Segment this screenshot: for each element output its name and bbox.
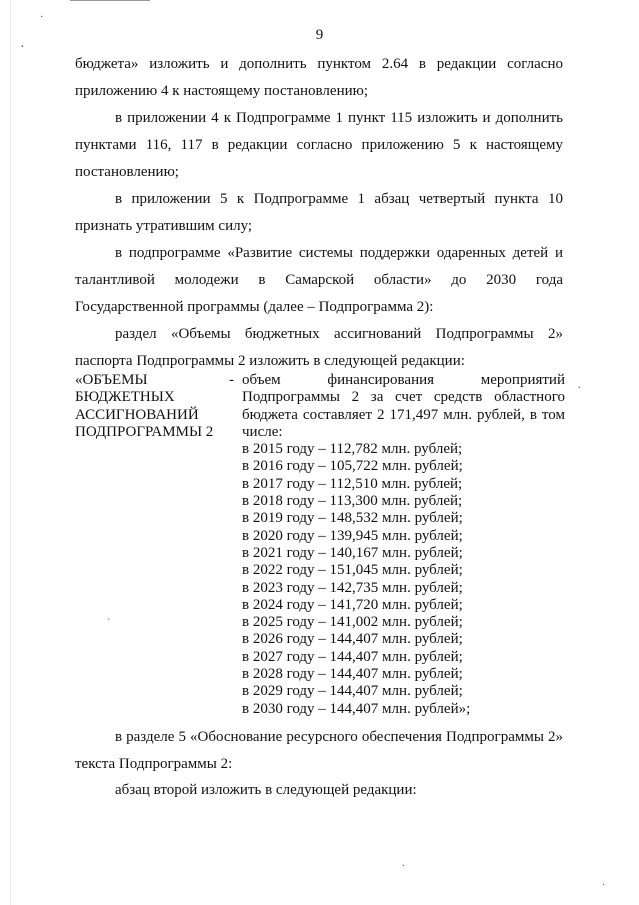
budget-year-item: в 2016 году – 105,722 млн. рублей; [242,458,463,475]
paragraph-7: абзац второй изложить в следующей редакции: [115,782,417,798]
budget-year-item: в 2023 году – 142,735 млн. рублей; [242,579,463,596]
scan-speck: · [40,12,44,23]
budget-year-item: в 2028 году – 144,407 млн. рублей; [242,666,463,683]
budget-year-item: в 2017 году – 112,510 млн. рублей; [242,475,463,492]
scan-top-mark [70,0,150,1]
budget-year-item: в 2022 году – 151,045 млн. рублей; [242,562,463,579]
budget-year-item: в 2029 году – 144,407 млн. рублей; [242,683,463,700]
scan-speck: · [602,880,606,891]
paragraph-5: раздел «Объемы бюджетных ассигнований Подпрограммы 2» паспорта Подпрограммы 2 изложить в следующей редакции: [75,326,563,369]
budget-year-item: в 2019 году – 148,532 млн. рублей; [242,510,463,527]
budget-block-label: «ОБЪЕМЫ БЮДЖЕТНЫХ АССИГНОВАНИЙ ПОДПРОГРАММЫ 2 [75,372,214,440]
scan-speck: . [402,858,405,869]
budget-year-item: в 2021 году – 140,167 млн. рублей; [242,544,463,561]
paragraph-3: в приложении 5 к Подпрограмме 1 абзац четвертый пункта 10 признать утратившим силу; [75,191,563,234]
budget-year-item: в 2015 году – 112,782 млн. рублей; [242,441,463,458]
page-number: 9 [315,27,324,43]
budget-year-item: в 2020 году – 139,945 млн. рублей; [242,527,463,544]
paragraph-4: в подпрограмме «Развитие системы поддержки одаренных детей и талантливой молодежи в Самарской области» до 2030 года Государственной программы (далее – Подпрограмма 2): [75,245,563,315]
budget-year-item: в 2027 году – 144,407 млн. рублей; [242,648,463,665]
budget-year-item: в 2025 году – 141,002 млн. рублей; [242,614,463,631]
scan-speck: · [20,40,25,55]
budget-year-item: в 2024 году – 141,720 млн. рублей; [242,596,463,613]
paragraph-6: в разделе 5 «Обоснование ресурсного обеспечения Подпрограммы 2» текста Подпрограммы 2: [75,729,563,772]
paragraph-2: в приложении 4 к Подпрограмме 1 пункт 115 изложить и дополнить пунктами 116, 117 в редакции согласно приложению 5 к настоящему постановлению; [75,110,563,180]
paragraph-1: бюджета» изложить и дополнить пунктом 2.64 в редакции согласно приложению 4 к настоящему постановлению; [75,56,563,99]
budget-year-item: в 2026 году – 144,407 млн. рублей; [242,631,463,648]
budget-year-list [242,441,565,718]
scan-edge-shadow [10,0,11,905]
budget-block-dash: - [229,372,234,388]
scan-speck: . [578,380,581,391]
scan-speck: ` [107,618,111,629]
budget-year-item: в 2018 году – 113,300 млн. рублей; [242,493,463,510]
budget-intro: объем финансирования мероприятий Подпрограммы 2 за счет средств областного бюджета составляет 2 171,497 млн. рублей, в том числе: [242,372,565,440]
budget-year-item: в 2030 году – 144,407 млн. рублей»; [242,700,471,717]
budget-block-content [242,372,565,718]
